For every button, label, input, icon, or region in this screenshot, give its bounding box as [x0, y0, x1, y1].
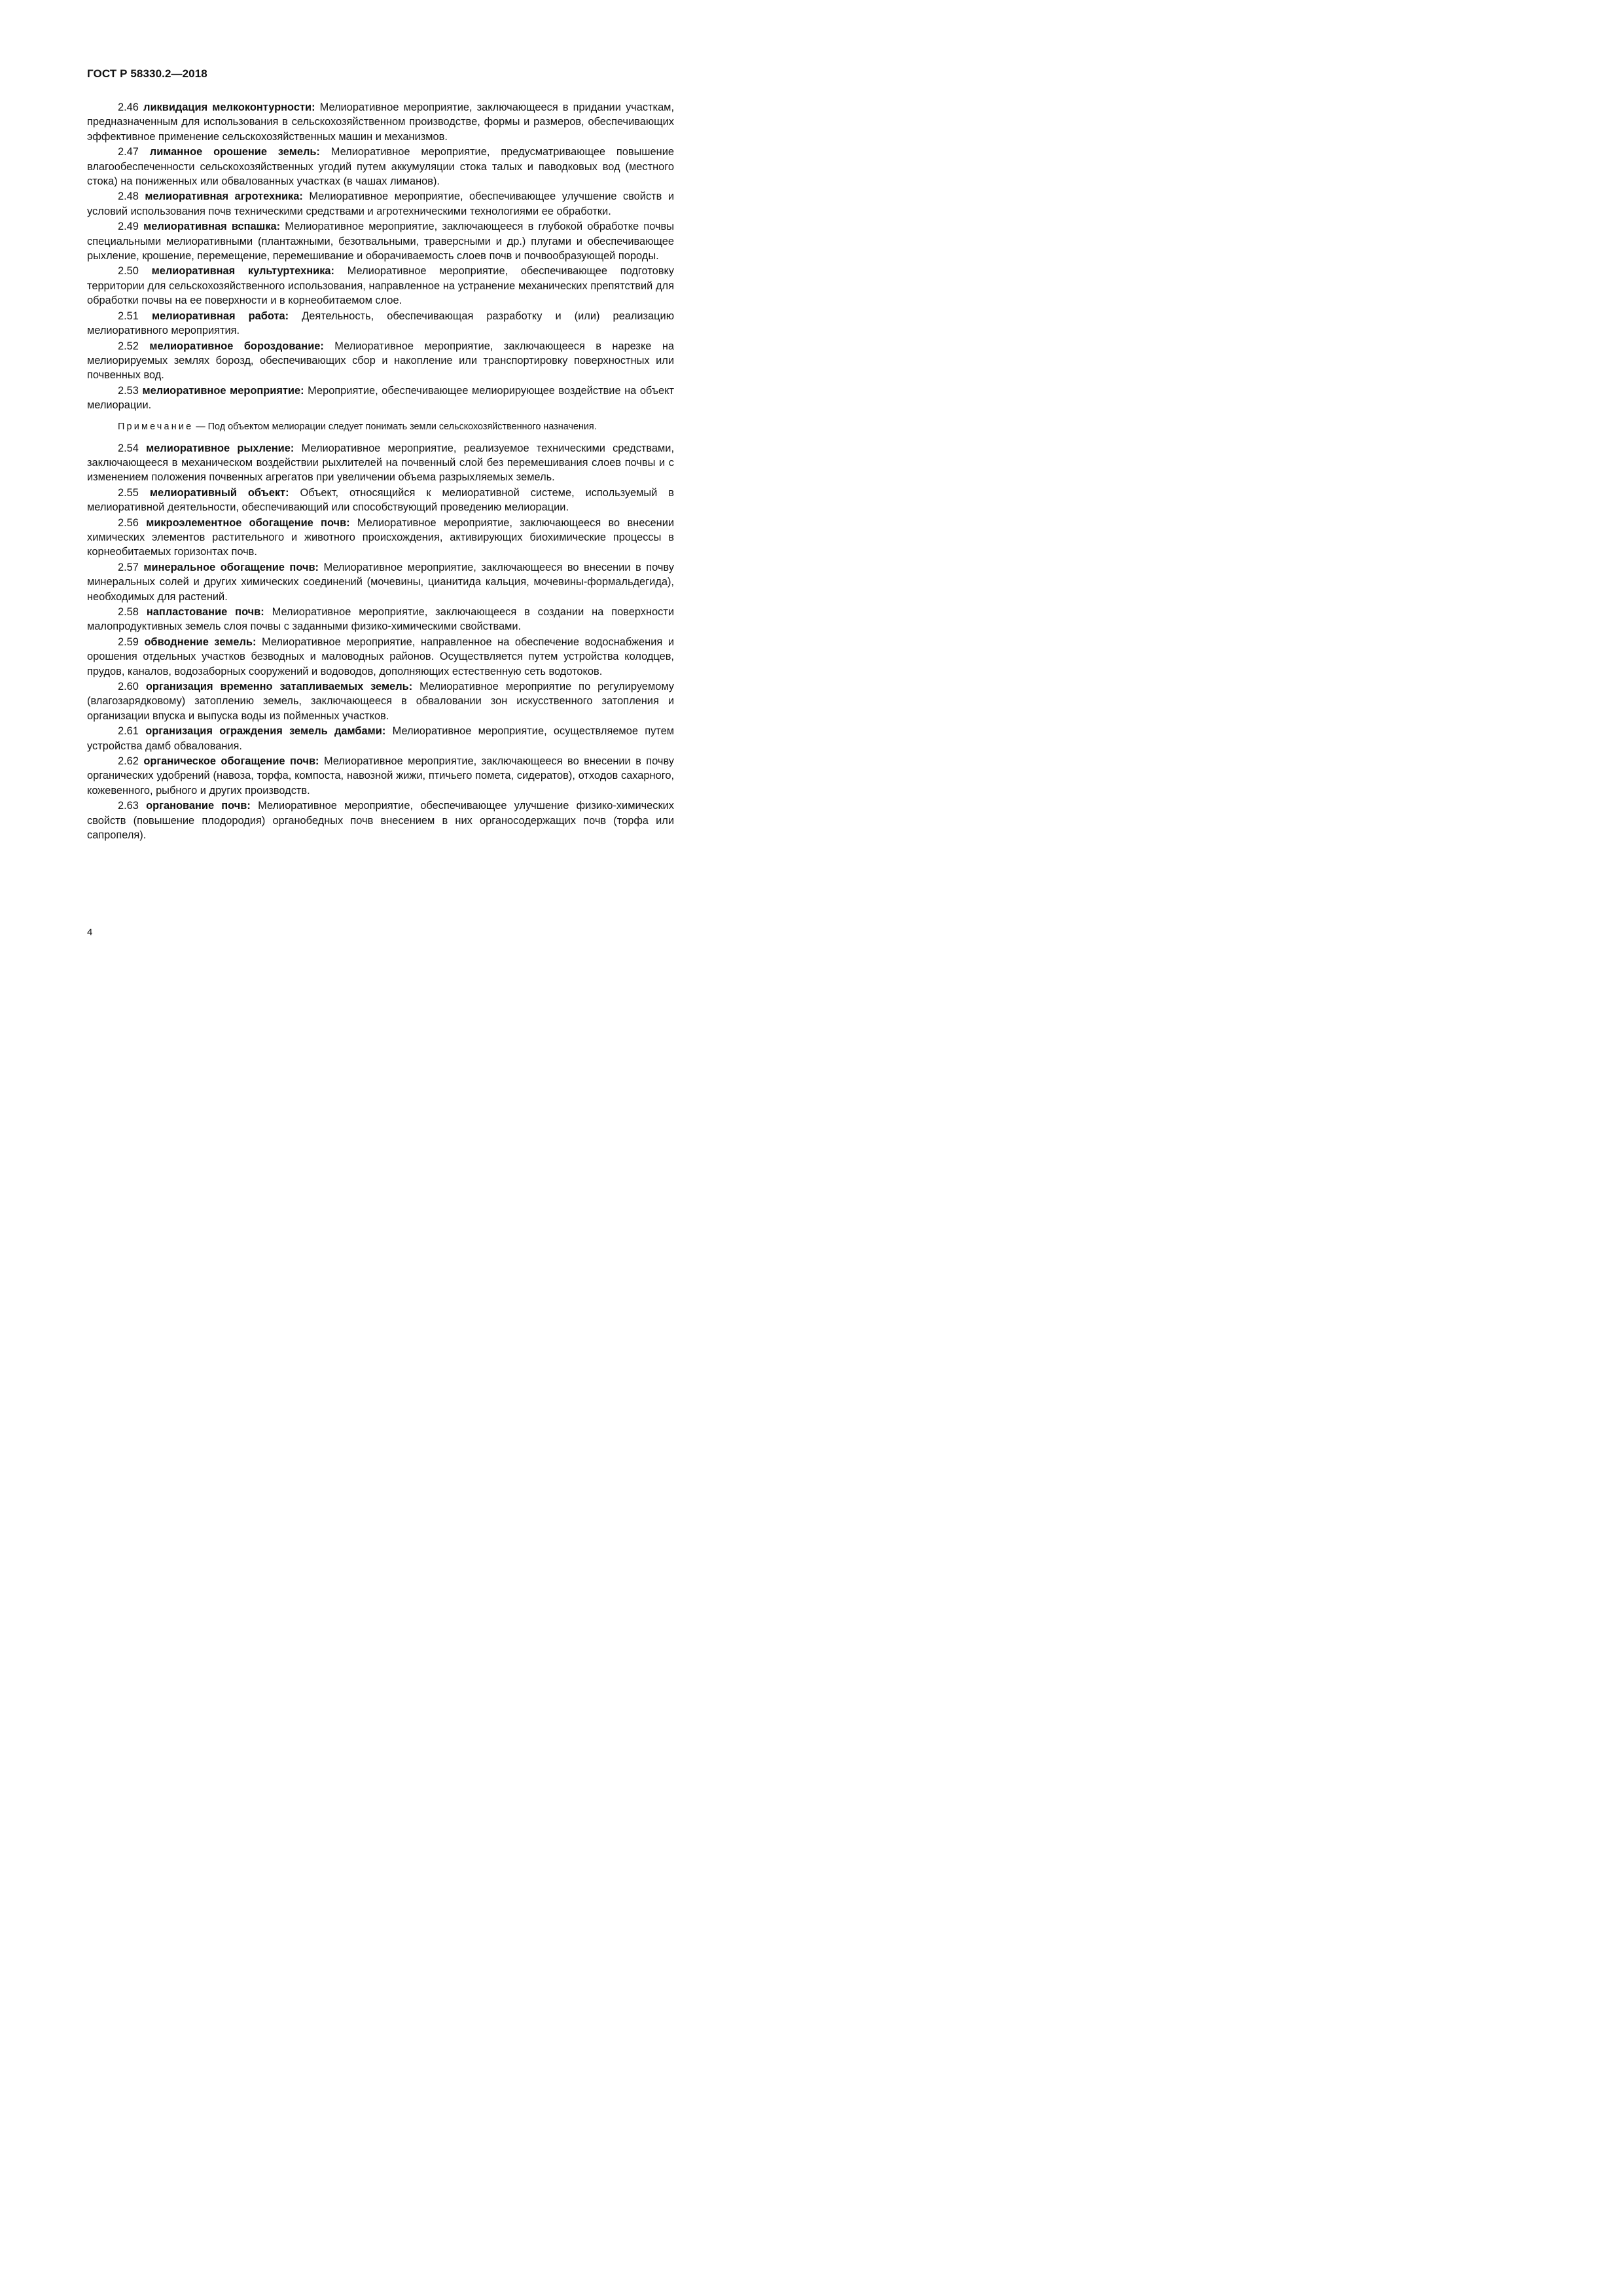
term-entry-2-63: [87, 798, 674, 842]
term-number: 2.57: [118, 561, 139, 573]
term-definition: Мелиоративное мероприятие, заключающееся во внесении в почву органических удобрений (навоза, торфа, компоста, навозной жижи, птичьего помета, сидератов), отходов сахарного, кожевенного, рыбного и других производств.: [87, 755, 674, 797]
note-label: Примечание: [118, 421, 194, 432]
note-text: — Под объектом мелиорации следует понимать земли сельскохозяйственного назначения.: [193, 421, 597, 432]
term-definition: Мелиоративное мероприятие, заключающееся во внесении в почву минеральных солей и других химических соединений (мочевины, цианитида кальция, мочевины-формальдегида), необходимых для растений.: [87, 561, 674, 603]
term-number: 2.58: [118, 606, 139, 618]
term-title: минеральное обогащение почв:: [143, 561, 319, 573]
term-definition: Мелиоративное мероприятие, обеспечивающее подготовку территории для сельскохозяйственного использования, направленное на устранение механических препятствий для обработки почвы на ее поверхности и в корнеобитаемом слое.: [87, 265, 674, 307]
terms-list: [87, 100, 674, 844]
term-entry-2-46: [87, 100, 674, 144]
standard-designation: ГОСТ Р 58330.2—2018: [87, 67, 207, 80]
term-entry-2-58: [87, 605, 674, 634]
term-definition: Мелиоративное мероприятие, заключающееся в нарезке на мелиорируемых землях борозд, обеспечивающих сбор и накопление или транспортировку поверхностных или почвенных вод.: [87, 340, 674, 382]
term-definition: Мелиоративное мероприятие, обеспечивающее улучшение свойств и условий использования почв техническими средствами и агротехническими технологиями ее обработки.: [87, 190, 674, 217]
term-entry-2-47: [87, 145, 674, 188]
term-title: мелиоративное рыхление:: [146, 442, 294, 454]
term-entry-2-59: [87, 635, 674, 679]
term-number: 2.51: [118, 310, 139, 322]
term-entry-2-52: [87, 339, 674, 383]
term-entry-2-56: [87, 516, 674, 560]
term-definition: Мелиоративное мероприятие, заключающееся в глубокой обработке почвы специальными мелиоративными (плантажными, безотвальными, траверсными и др.) плугами и обеспечивающее рыхление, крошение, перемещение, перемешивание и оборачиваемость слоев почв и почвообразующей породы.: [87, 221, 674, 262]
term-definition: Мелиоративное мероприятие, заключающееся в придании участкам, предназначенным для использования в сельскохозяйственном производстве, формы и размеров, обеспечивающих эффективное применение сельскохозяйственных машин и механизмов.: [87, 101, 675, 143]
term-entry-2-62: [87, 754, 674, 798]
term-title: мелиоративная агротехника:: [145, 190, 303, 203]
term-title: мелиоративная вспашка:: [143, 221, 281, 233]
term-definition: Мелиоративное мероприятие, предусматривающее повышение влагообеспеченности сельскохозяйственных угодий путем аккумуляции стока талых и паводковых вод (местного стока) на пониженных или обвалованных участках (в чашах лиманов).: [87, 146, 674, 188]
term-entry-2-60: [87, 679, 674, 723]
term-title: мелиоративное бороздование:: [149, 340, 324, 352]
term-number: 2.52: [118, 340, 139, 352]
term-number: 2.50: [118, 265, 139, 278]
term-entry-2-61: [87, 724, 674, 753]
term-entry-2-53: [87, 384, 674, 413]
page-number: 4: [87, 927, 93, 938]
term-number: 2.60: [118, 681, 139, 693]
term-definition: Мероприятие, обеспечивающее мелиорирующее воздействие на объект мелиорации.: [87, 384, 674, 412]
term-entry-2-57: [87, 560, 674, 604]
term-entry-2-55: [87, 486, 674, 515]
term-title: организация ограждения земель дамбами:: [145, 725, 386, 738]
document-page: [0, 0, 722, 1022]
term-definition: Мелиоративное мероприятие, направленное на обеспечение водоснабжения и орошения отдельных участков безводных и маловодных районов. Осуществляется путем устройства колодцев, прудов, каналов, водозаборных сооружений и водоводов, дополняющих естественную сеть водотоков.: [87, 636, 674, 677]
term-number: 2.55: [118, 486, 139, 499]
term-number: 2.63: [118, 800, 139, 812]
term-definition: Мелиоративное мероприятие, реализуемое техническими средствами, заключающееся в механическом воздействии рыхлителей на почвенный слой без перемешивания слоев почвы и с изменением положения почвенных агрегатов при увеличении объема разрыхляемых земель.: [87, 442, 675, 484]
term-title: мелиоративный объект:: [149, 486, 289, 499]
term-number: 2.53: [118, 384, 139, 397]
term-title: организация временно затапливаемых земель:: [145, 681, 413, 693]
term-title: напластование почв:: [146, 606, 264, 618]
term-number: 2.49: [118, 221, 139, 233]
term-title: микроэлементное обогащение почв:: [146, 516, 350, 529]
term-entry-2-49: [87, 219, 674, 263]
term-title: мелиоративная культуртехника:: [151, 265, 334, 278]
term-definition: Деятельность, обеспечивающая разработку и (или) реализацию мелиоративного мероприятия.: [87, 310, 675, 337]
term-number: 2.54: [118, 442, 139, 454]
term-number: 2.48: [118, 190, 139, 203]
term-number: 2.56: [118, 516, 139, 529]
term-entry-2-50: [87, 264, 674, 308]
term-entry-2-54: [87, 441, 674, 485]
term-number: 2.61: [118, 725, 139, 738]
term-title: мелиоративное мероприятие:: [142, 384, 304, 397]
term-number: 2.59: [118, 636, 139, 648]
term-definition: Мелиоративное мероприятие, осуществляемое путем устройства дамб обвалования.: [87, 725, 674, 752]
term-title: органическое обогащение почв:: [143, 755, 319, 768]
term-definition: Мелиоративное мероприятие, заключающееся в создании на поверхности малопродуктивных земель слоя почвы с заданными физико-химическими свойствами.: [87, 606, 674, 633]
term-number: 2.47: [118, 146, 139, 158]
term-definition: Мелиоративное мероприятие по регулируемому (влагозарядковому) затоплению земель, заключающееся в обваловании зон искусственного затопления и организации впуска и выпуска воды из пойменных участков.: [87, 681, 674, 722]
term-definition: Мелиоративное мероприятие, обеспечивающее улучшение физико-химических свойств (повышение плодородия) органобедных почв внесением в них органосодержащих почв (торфа или сапропеля).: [87, 800, 674, 842]
term-title: лиманное орошение земель:: [149, 146, 320, 158]
note: [87, 420, 674, 433]
term-title: мелиоративная работа:: [151, 310, 289, 322]
term-title: органование почв:: [146, 800, 251, 812]
term-entry-2-51: [87, 309, 674, 338]
term-title: обводнение земель:: [144, 636, 257, 648]
term-number: 2.46: [118, 101, 139, 113]
term-entry-2-48: [87, 189, 674, 219]
term-definition: Объект, относящийся к мелиоративной системе, используемый в мелиоративной деятельности, обеспечивающий или способствующий проведению мелиорации.: [87, 486, 675, 514]
term-title: ликвидация мелкоконтурности:: [143, 101, 315, 113]
term-definition: Мелиоративное мероприятие, заключающееся во внесении химических элементов растительного и животного происхождения, активирующих биохимические процессы в корнеобитаемых горизонтах почв.: [87, 516, 675, 558]
term-number: 2.62: [118, 755, 139, 768]
